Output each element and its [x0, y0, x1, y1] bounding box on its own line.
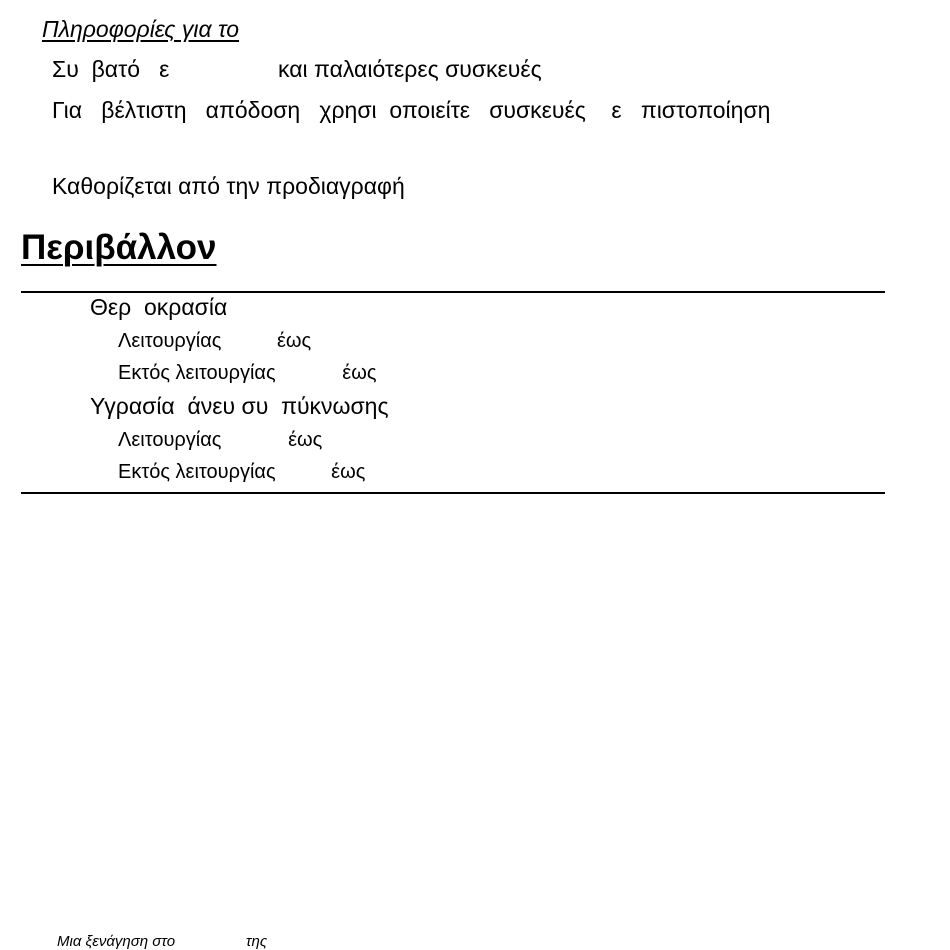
section-heading-environment: Περιβάλλον	[21, 228, 217, 267]
table-top-rule	[21, 291, 885, 293]
compatibility-line-3: Καθορίζεται από την προδιαγραφή	[52, 173, 405, 199]
humidity-non-operating: Εκτός λειτουργίας έως	[118, 461, 366, 483]
header-link[interactable]	[42, 16, 349, 43]
page-footer: Μια ξενάγηση στο της	[57, 933, 268, 950]
temperature-operating: Λειτουργίας έως	[118, 330, 312, 352]
temperature-non-operating: Εκτός λειτουργίας έως	[118, 362, 377, 384]
header-link-label: Πληροφορίες για το	[42, 16, 240, 42]
compatibility-line-1: Συ βατό ε και παλαιότερες συσκευές	[52, 56, 542, 82]
humidity-label: Υγρασία άνευ συ πύκνωσης	[90, 393, 389, 419]
table-bottom-rule	[21, 492, 885, 494]
compatibility-line-2: Για βέλτιστη απόδοση χρησι οποιείτε συσκευές ε πιστοποίηση	[52, 97, 771, 123]
humidity-operating: Λειτουργίας έως	[118, 429, 323, 451]
temperature-label: Θερ οκρασία	[90, 294, 228, 320]
header-link-gap	[239, 36, 349, 37]
